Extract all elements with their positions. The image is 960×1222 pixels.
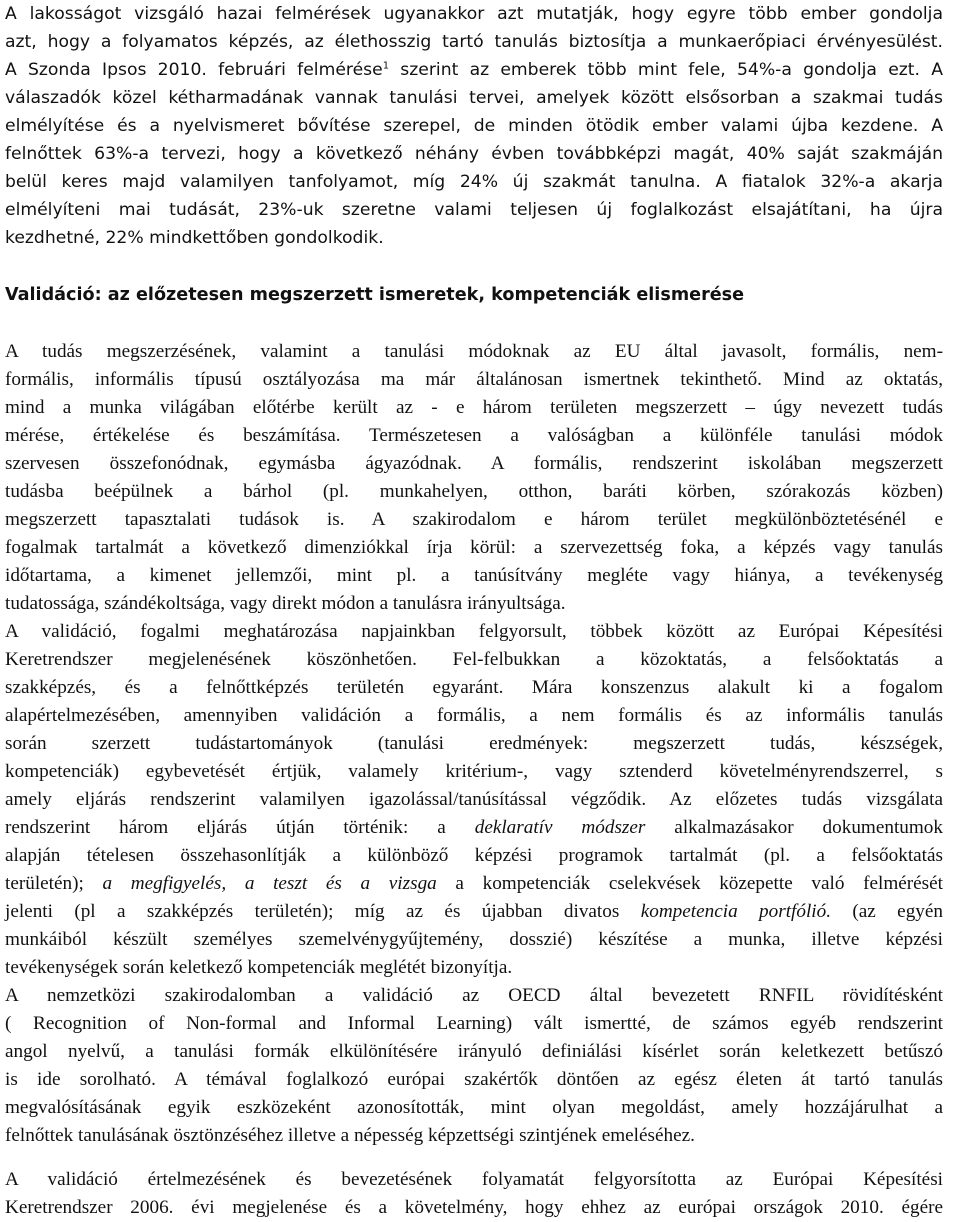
paragraph-2-line: ( Recognition of Non-formal and Informal Learning) vált ismertté, de számos egyéb rendszerint xyxy=(5,1013,943,1034)
paragraph-2-text: (az egyén xyxy=(831,901,943,922)
paragraph-2-line: munkáiból készült személyes szemelvénygyűjtemény, dosszié) készítése a munka, illetve képzési xyxy=(5,929,943,950)
paragraph-2-line: tudatossága, szándékoltsága, vagy direkt módon a tanulásra irányultsága. xyxy=(5,593,566,614)
paragraph-2-line: tevékenységek során keletkező kompetenciák meglétét bizonyítja. xyxy=(5,957,513,978)
paragraph-2-line: szervesen összefonódnak, egymásba ágyazódnak. A formális, rendszerint iskolában megszerzett xyxy=(5,453,943,474)
paragraph-2-line: Keretrendszer megjelenésének köszönhetően. Fel-felbukkan a közoktatás, a felsőoktatás a xyxy=(5,649,943,670)
paragraph-3-line: Keretrendszer 2006. évi megjelenése és a követelmény, hogy ehhez az európai országok 2010. égére xyxy=(5,1197,943,1218)
paragraph-1-text: belül keres majd valamilyen tanfolyamot, míg 24% új szakmát tanulna. xyxy=(5,172,701,192)
paragraph-2-line: alapértelmezésében, amennyiben validáción a formális, a nem formális és az informális tanulás xyxy=(5,705,943,726)
paragraph-2-line: formális, informális típusú osztályozása ma már általánosan ismertnek tekinthető. Mind az oktatás, xyxy=(5,369,943,390)
paragraph-1-line xyxy=(5,168,943,196)
paragraph-2-line xyxy=(5,814,943,842)
paragraph-2-line: szakképzés, és a felnőttképzés területén egyaránt. Mára konszenzus alakult ki a fogalom xyxy=(5,677,943,698)
section-heading: Validáció: az előzetesen megszerzett ismeretek, kompetenciák elismerése xyxy=(5,285,745,305)
italic-phrase: kompetencia portfólió. xyxy=(640,901,831,922)
paragraph-2-line: A tudás megszerzésének, valamint a tanulási módoknak az EU által javasolt, formális, nem- xyxy=(5,341,943,362)
paragraph-1-line: válaszadók közel kétharmadának vannak tanulási tervei, amelyek között elsősorban a szakmai tudás xyxy=(5,88,943,108)
paragraph-2-text: alkalmazásakor dokumentumok xyxy=(645,817,943,838)
paragraph-1-text: A xyxy=(931,60,943,80)
italic-phrase: deklaratív módszer xyxy=(474,817,646,838)
paragraph-2-line: időtartama, a kimenet jellemzői, mint pl. a tanúsítvány megléte vagy hiánya, a tevékenység xyxy=(5,565,943,586)
paragraph-2-line: kompetenciák) egybevetését értjük, valamely kritérium-, vagy sztenderd követelményrendszerrel, s xyxy=(5,761,943,782)
paragraph-2-line: felnőttek tanulásának ösztönzéséhez illetve a népesség képzettségi szintjének emeléséhez. xyxy=(5,1125,695,1146)
paragraph-1-line: elmélyíteni mai tudását, 23%-uk szeretne valami teljesen új foglalkozást elsajátítani, ha újra xyxy=(5,200,943,220)
paragraph-2-text: rendszerint három eljárás útján történik: a xyxy=(5,817,475,838)
paragraph-2-line: tudásba beépülnek a bárhol (pl. munkahelyen, otthon, baráti körben, szórakozás közben) xyxy=(5,481,943,502)
paragraph-1-line: azt, hogy a folyamatos képzés, az élethosszig tartó tanulás biztosítja a munkaerőpiaci érvényesülést. xyxy=(5,32,943,52)
italic-phrase: a megfigyelés, a teszt és a vizsga xyxy=(102,873,437,894)
paragraph-1-text: A fiatalok 32%-a akarja xyxy=(715,172,943,192)
paragraph-2-line: megvalósításának egyik eszközeként azonosították, mint olyan megoldást, amely hozzájárulhat a xyxy=(5,1097,943,1118)
paragraph-2-line xyxy=(5,870,943,898)
paragraph-2-line: megszerzett tapasztalati tudások is. A szakirodalom e három terület megkülönböztetésénél e xyxy=(5,509,943,530)
paragraph-3-line: A validáció értelmezésének és bevezetésének folyamatát felgyorsította az Európai Képesítési xyxy=(5,1169,943,1190)
paragraph-2-line: alapján tételesen összehasonlítják a különböző képzési programok tartalmát (pl. a felsőoktatás xyxy=(5,845,943,866)
paragraph-2-text: jelenti (pl a szakképzés területén); míg az és újabban divatos xyxy=(5,901,641,922)
paragraph-2-line: mind a munka világában előtérbe került az - e három területen megszerzett – úgy nevezett tudás xyxy=(5,397,943,418)
paragraph-1-text: szerint az emberek több mint fele, 54%-a gondolja ezt. xyxy=(389,60,920,80)
paragraph-1-line xyxy=(5,56,943,84)
paragraph-1-line: kezdhetné, 22% mindkettőben gondolkodik. xyxy=(5,228,384,248)
paragraph-2-line: mérése, értékelése és beszámítása. Természetesen a valóságban a különféle tanulási módok xyxy=(5,425,943,446)
footnote-marker: 1 xyxy=(382,60,390,72)
paragraph-2-text: a kompetenciák cselekvések közepette való felmérését xyxy=(436,873,943,894)
paragraph-1-line xyxy=(5,112,943,140)
paragraph-2-line: során szerzett tudástartományok (tanulási eredmények: megszerzett tudás, készségek, xyxy=(5,733,943,754)
paragraph-1-text: A xyxy=(931,116,944,136)
paragraph-2-line: amely eljárás rendszerint valamilyen igazolással/tanúsítással végződik. Az előzetes tudás vizsgálata xyxy=(5,789,943,810)
paragraph-2-line: fogalmak tartalmát a következő dimenziókkal írja körül: a szervezettség foka, a képzés vagy tanulás xyxy=(5,537,943,558)
paragraph-1-line: felnőttek 63%-a tervezi, hogy a következő néhány évben továbbképzi magát, 40% saját szakmáján xyxy=(5,144,943,164)
paragraph-2-line: angol nyelvű, a tanulási formák elkülönítésére irányuló definiálási kísérlet során keletkezett betűszó xyxy=(5,1041,943,1062)
paragraph-1-line: A lakosságot vizsgáló hazai felmérések ugyanakkor azt mutatják, hogy egyre több ember gondolja xyxy=(5,4,943,24)
paragraph-1-text: A Szonda Ipsos 2010. februári felmérése xyxy=(5,60,383,80)
paragraph-2-line: A validáció, fogalmi meghatározása napjainkban felgyorsult, többek között az Európai Képesítési xyxy=(5,621,943,642)
paragraph-2-text: területén); xyxy=(5,873,103,894)
paragraph-2-line xyxy=(5,898,943,926)
paragraph-2-line: A nemzetközi szakirodalomban a validáció az OECD által bevezetett RNFIL rövidítésként xyxy=(5,985,943,1006)
paragraph-1-text: elmélyítése és a nyelvismeret bővítése szerepel, de minden ötödik ember valami újba kezdene. xyxy=(5,116,919,136)
paragraph-2-line: is ide sorolható. A témával foglalkozó európai szakértők döntően az egész életen át tartó tanulás xyxy=(5,1069,943,1090)
